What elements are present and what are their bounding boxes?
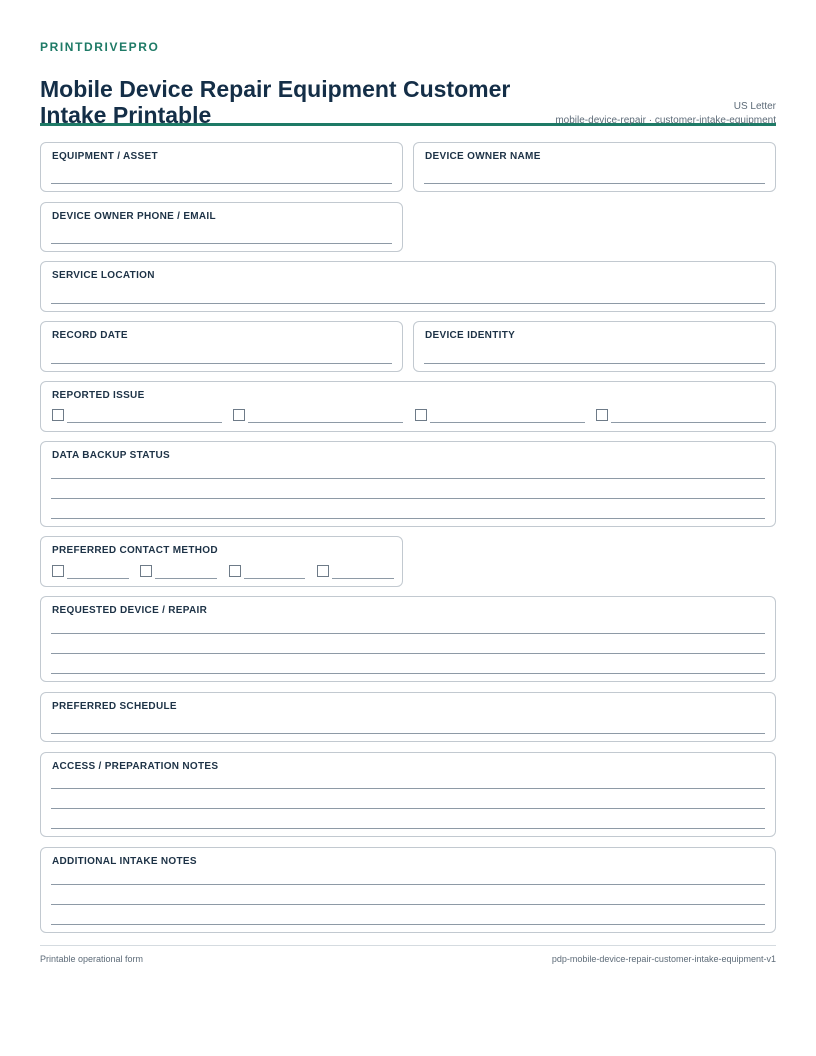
write-line[interactable] (332, 578, 394, 579)
write-line[interactable] (51, 183, 392, 184)
write-line[interactable] (51, 303, 765, 304)
write-line[interactable] (424, 183, 765, 184)
page-title: Mobile Device Repair Equipment Customer Intake Printable (40, 76, 511, 128)
field-label: DEVICE IDENTITY (425, 330, 516, 341)
write-line[interactable] (51, 788, 765, 789)
write-line[interactable] (51, 653, 765, 654)
write-line[interactable] (51, 498, 765, 499)
field-label: RECORD DATE (52, 330, 128, 341)
write-line[interactable] (248, 422, 403, 423)
form-page (40, 40, 776, 126)
record-date-field[interactable] (40, 321, 403, 372)
write-line[interactable] (244, 578, 305, 579)
field-label: PREFERRED CONTACT METHOD (52, 545, 218, 556)
owner-name-field[interactable] (413, 142, 776, 192)
brand-name: PRINTDRIVEPRO (40, 40, 160, 54)
issue-checkbox[interactable] (415, 409, 427, 421)
contact-checkbox[interactable] (317, 565, 329, 577)
write-line[interactable] (155, 578, 217, 579)
field-label: REPORTED ISSUE (52, 390, 145, 401)
write-line[interactable] (51, 363, 392, 364)
field-label: EQUIPMENT / ASSET (52, 151, 158, 162)
write-line[interactable] (67, 578, 129, 579)
device-identity-field[interactable] (413, 321, 776, 372)
contact-method-field (40, 536, 403, 587)
paper-size: US Letter (733, 101, 776, 112)
field-label: DEVICE OWNER PHONE / EMAIL (52, 211, 216, 222)
footer-left-text: Printable operational form (40, 954, 144, 964)
form-meta (555, 100, 776, 128)
reported-issue-field (40, 381, 776, 432)
requested-repair-field[interactable] (40, 596, 776, 682)
write-line[interactable] (51, 673, 765, 674)
write-line[interactable] (51, 904, 765, 905)
write-line[interactable] (430, 422, 585, 423)
write-line[interactable] (51, 884, 765, 885)
data-backup-field[interactable] (40, 441, 776, 527)
field-label: REQUESTED DEVICE / REPAIR (52, 605, 208, 616)
access-notes-field[interactable] (40, 752, 776, 837)
write-line[interactable] (424, 363, 765, 364)
field-label: PREFERRED SCHEDULE (52, 701, 177, 712)
form-header (40, 56, 776, 126)
issue-checkbox[interactable] (52, 409, 64, 421)
contact-checkbox[interactable] (52, 565, 64, 577)
footer-divider (40, 945, 776, 946)
schedule-field[interactable] (40, 692, 776, 742)
write-line[interactable] (67, 422, 222, 423)
field-label: ADDITIONAL INTAKE NOTES (52, 856, 197, 867)
field-label: ACCESS / PREPARATION NOTES (52, 761, 219, 772)
write-line[interactable] (51, 808, 765, 809)
write-line[interactable] (51, 733, 765, 734)
write-line[interactable] (51, 478, 765, 479)
footer-form-id: pdp-mobile-device-repair-customer-intake-equipment-v1 (551, 954, 776, 964)
field-label: DATA BACKUP STATUS (52, 450, 170, 461)
contact-checkbox[interactable] (140, 565, 152, 577)
service-location-field[interactable] (40, 261, 776, 312)
write-line[interactable] (51, 518, 765, 519)
field-label: SERVICE LOCATION (52, 270, 155, 281)
form-tags: mobile-device-repair · customer-intake-equipment (555, 115, 776, 126)
issue-checkbox[interactable] (233, 409, 245, 421)
write-line[interactable] (51, 828, 765, 829)
write-line[interactable] (51, 924, 765, 925)
write-line[interactable] (51, 633, 765, 634)
issue-checkbox[interactable] (596, 409, 608, 421)
owner-contact-field[interactable] (40, 202, 403, 252)
contact-checkbox[interactable] (229, 565, 241, 577)
write-line[interactable] (51, 243, 392, 244)
write-line[interactable] (611, 422, 766, 423)
additional-notes-field[interactable] (40, 847, 776, 933)
equipment-field[interactable] (40, 142, 403, 192)
field-label: DEVICE OWNER NAME (425, 151, 541, 162)
